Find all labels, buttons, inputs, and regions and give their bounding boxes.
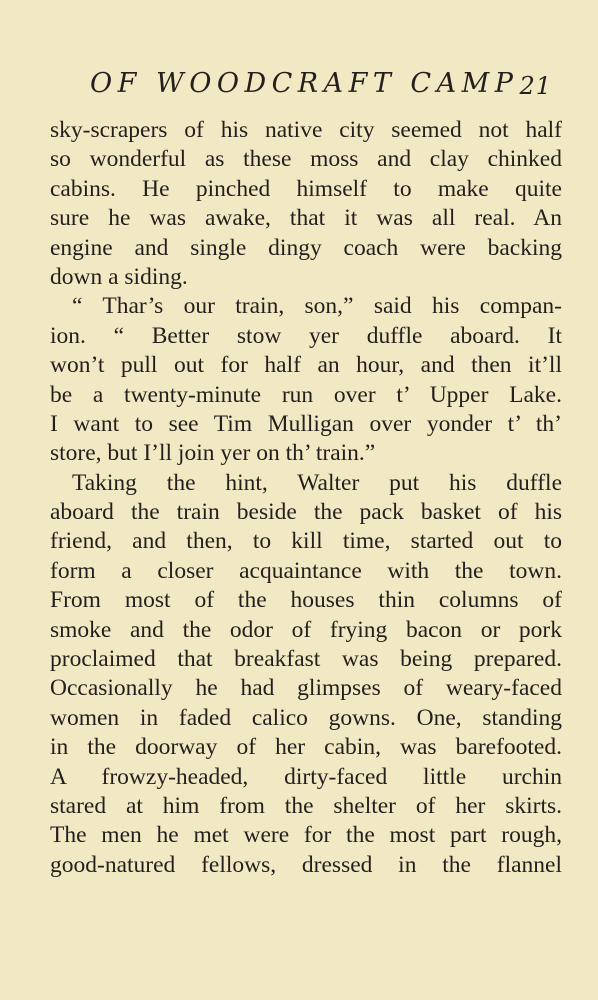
text-line: Occasionally he had glimpses of weary-faced	[50, 675, 562, 702]
text-line: ion. “ Better stow yer duffle aboard. It	[50, 322, 562, 349]
page-number: 21	[519, 72, 552, 100]
text-line: good-natured fellows, dressed in the flannel	[50, 851, 562, 878]
body-text	[50, 116, 562, 880]
text-line: engine and single dingy coach were backing	[50, 234, 562, 261]
text-line: be a twenty-minute run over t’ Upper Lake.	[50, 381, 562, 408]
text-line: friend, and then, to kill time, started out to	[50, 528, 562, 555]
running-head	[90, 68, 560, 108]
text-line: sky-scrapers of his native city seemed not half	[50, 117, 562, 143]
text-line: proclaimed that breakfast was being prepared.	[50, 646, 562, 673]
text-line: women in faded calico gowns. One, standing	[50, 704, 562, 731]
text-line: cabins. He pinched himself to make quite	[50, 175, 562, 202]
text-line: The men he met were for the most part rough,	[50, 822, 562, 849]
text-line: in the doorway of her cabin, was barefooted.	[50, 734, 562, 761]
text-line: down a siding.	[50, 263, 188, 290]
text-line: From most of the houses thin columns of	[50, 587, 562, 614]
text-line: aboard the train beside the pack basket of his	[50, 499, 562, 526]
text-line: won’t pull out for half an hour, and then it’ll	[50, 352, 562, 379]
text-line: smoke and the odor of frying bacon or pork	[50, 616, 562, 643]
text-line: form a closer acquaintance with the town.	[50, 557, 562, 584]
text-line: A frowzy-headed, dirty-faced little urchin	[50, 763, 562, 790]
text-line: I want to see Tim Mulligan over yonder t’ th’	[50, 410, 562, 437]
text-line: sure he was awake, that it was all real. An	[50, 205, 562, 232]
text-line: store, but I’ll join yer on th’ train.”	[50, 440, 376, 467]
text-line: so wonderful as these moss and clay chinked	[50, 146, 562, 173]
running-head-title: OF WOODCRAFT CAMP	[90, 68, 519, 99]
text-line: stared at him from the shelter of her skirts.	[50, 792, 562, 819]
text-line: Taking the hint, Walter put his duffle	[72, 469, 562, 496]
text-line: “ Thar’s our train, son,” said his compan-	[72, 293, 562, 320]
